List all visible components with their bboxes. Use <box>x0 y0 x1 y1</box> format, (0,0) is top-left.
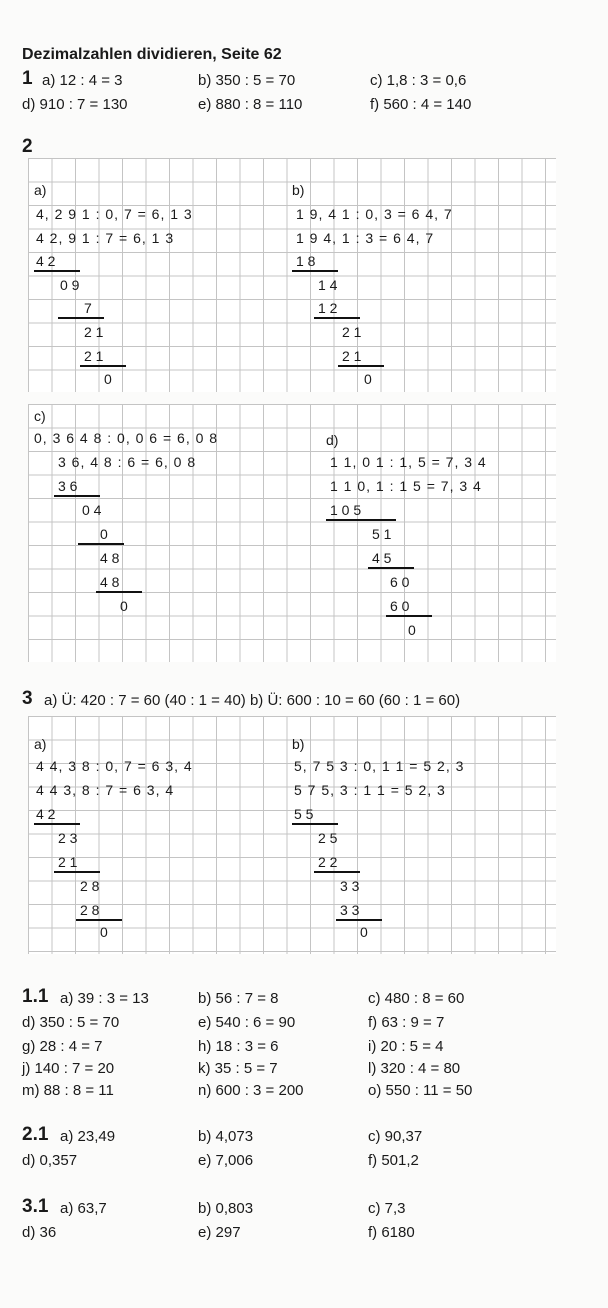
ex2-c-row-7: 4 8 <box>100 574 120 590</box>
ex2-b-label: b) <box>292 182 305 198</box>
ex2-b-row-5: 1 2 <box>318 300 338 316</box>
ex2-a-row-4: 0 9 <box>60 277 80 293</box>
ex3-b-row-7: 3 3 <box>340 902 360 918</box>
ex2-c-row-3: 3 6 <box>58 478 78 494</box>
exercise-3-number: 3 <box>22 688 33 709</box>
ex11-b: b) 56 : 7 = 8 <box>198 990 279 1007</box>
exercise-2-number: 2 <box>22 136 33 157</box>
ex31-b: b) 0,803 <box>198 1200 254 1217</box>
ex3-b-row-4: 2 5 <box>318 830 338 846</box>
ex1-b: b) 350 : 5 = 70 <box>198 72 296 89</box>
ex2-b-rule-3 <box>338 365 384 367</box>
ex2-d-label: d) <box>326 432 339 448</box>
ex2-a-rule-2 <box>58 317 104 319</box>
ex2-b-row-1: 1 9, 4 1 : 0, 3 = 6 4, 7 <box>296 206 453 222</box>
ex3-a-rule-3 <box>76 919 122 921</box>
ex2-d-row-7: 6 0 <box>390 598 410 614</box>
ex11-l: l) 320 : 4 = 80 <box>368 1060 461 1077</box>
ex2-a-row-7: 2 1 <box>84 348 104 364</box>
ex1-e: e) 880 : 8 = 110 <box>198 96 303 113</box>
ex2-d-row-2: 1 1 0, 1 : 1 5 = 7, 3 4 <box>330 478 482 494</box>
ex2-c-row-2: 3 6, 4 8 : 6 = 6, 0 8 <box>58 454 197 470</box>
ex3-a-rule-2 <box>54 871 100 873</box>
ex3-b-label: b) <box>292 736 305 752</box>
ex3-a-row-4: 2 3 <box>58 830 78 846</box>
ex2-c-row-5: 0 <box>100 526 108 542</box>
ex2-a-rule-1 <box>34 270 80 272</box>
ex2-a-row-3: 4 2 <box>36 253 56 269</box>
ex2-a-row-6: 2 1 <box>84 324 104 340</box>
ex3-b-rule-1 <box>292 823 338 825</box>
ex2-b-row-6: 2 1 <box>342 324 362 340</box>
ex2-d-row-6: 6 0 <box>390 574 410 590</box>
ex3-a-row-5: 2 1 <box>58 854 78 870</box>
ex21-d: d) 0,357 <box>22 1152 78 1169</box>
ex2-a-row-2: 4 2, 9 1 : 7 = 6, 1 3 <box>36 230 175 246</box>
ex2-b-rule-2 <box>314 317 360 319</box>
ex11-e: e) 540 : 6 = 90 <box>198 1014 296 1031</box>
ex3-b-row-5: 2 2 <box>318 854 338 870</box>
ex2-d-row-4: 5 1 <box>372 526 392 542</box>
ex1-c: c) 1,8 : 3 = 0,6 <box>370 72 467 89</box>
ex2-d-rule-1 <box>326 519 396 521</box>
ex3-a-row-6: 2 8 <box>80 878 100 894</box>
ex3-b-row-3: 5 5 <box>294 806 314 822</box>
ex11-i: i) 20 : 5 = 4 <box>368 1038 444 1055</box>
exercise-2-1-number: 2.1 <box>22 1124 49 1145</box>
ex2-b-rule-1 <box>292 270 338 272</box>
ex1-a: a) 12 : 4 = 3 <box>42 72 123 89</box>
ex3-b-rule-2 <box>314 871 360 873</box>
ex2-b-row-2: 1 9 4, 1 : 3 = 6 4, 7 <box>296 230 435 246</box>
ex3-a-row-7: 2 8 <box>80 902 100 918</box>
ex21-a: a) 23,49 <box>60 1128 116 1145</box>
ex3-b-row-2: 5 7 5, 3 : 1 1 = 5 2, 3 <box>294 782 446 798</box>
ex3-a-row-8: 0 <box>100 924 108 940</box>
ex31-e: e) 297 <box>198 1224 241 1241</box>
ex2-c-rule-1 <box>54 495 100 497</box>
ex21-f: f) 501,2 <box>368 1152 419 1169</box>
ex11-k: k) 35 : 5 = 7 <box>198 1060 278 1077</box>
ex3-b-row-8: 0 <box>360 924 368 940</box>
ex21-e: e) 7,006 <box>198 1152 254 1169</box>
ex1-f: f) 560 : 4 = 140 <box>370 96 472 113</box>
ex2-c-row-1: 0, 3 6 4 8 : 0, 0 6 = 6, 0 8 <box>34 430 219 446</box>
ex11-c: c) 480 : 8 = 60 <box>368 990 465 1007</box>
exercise-3-1-number: 3.1 <box>22 1196 49 1217</box>
ex11-j: j) 140 : 7 = 20 <box>22 1060 115 1077</box>
ex2-b-row-7: 2 1 <box>342 348 362 364</box>
ex3-b-rule-3 <box>336 919 382 921</box>
ex11-g: g) 28 : 4 = 7 <box>22 1038 103 1055</box>
ex2-d-row-5: 4 5 <box>372 550 392 566</box>
exercise-1-number: 1 <box>22 68 33 89</box>
ex2-d-row-1: 1 1, 0 1 : 1, 5 = 7, 3 4 <box>330 454 487 470</box>
ex3-b-row-6: 3 3 <box>340 878 360 894</box>
page-title: Dezimalzahlen dividieren, Seite 62 <box>22 46 282 63</box>
ex3-a-row-1: 4 4, 3 8 : 0, 7 = 6 3, 4 <box>36 758 193 774</box>
ex2-a-rule-3 <box>80 365 126 367</box>
ex3-a-row-2: 4 4 3, 8 : 7 = 6 3, 4 <box>36 782 175 798</box>
ex2-d-row-8: 0 <box>408 622 416 638</box>
ex11-a: a) 39 : 3 = 13 <box>60 990 149 1007</box>
ex2-b-row-8: 0 <box>364 371 372 387</box>
ex2-c-row-4: 0 4 <box>82 502 102 518</box>
ex3-a-label: a) <box>34 736 47 752</box>
ex2-a-row-5: 7 <box>84 300 92 316</box>
ex21-b: b) 4,073 <box>198 1128 254 1145</box>
exercise-1-1-number: 1.1 <box>22 986 49 1007</box>
ex2-d-rule-2 <box>368 567 414 569</box>
ex11-d: d) 350 : 5 = 70 <box>22 1014 120 1031</box>
ex2-b-row-4: 1 4 <box>318 277 338 293</box>
ex11-h: h) 18 : 3 = 6 <box>198 1038 279 1055</box>
ex11-f: f) 63 : 9 = 7 <box>368 1014 445 1031</box>
ex21-c: c) 90,37 <box>368 1128 423 1145</box>
ex2-c-rule-3 <box>96 591 142 593</box>
ex2-a-row-8: 0 <box>104 371 112 387</box>
ex11-m: m) 88 : 8 = 11 <box>22 1082 114 1099</box>
ex2-c-rule-2 <box>78 543 124 545</box>
ex11-o: o) 550 : 11 = 50 <box>368 1082 473 1099</box>
ex3-a-rule-1 <box>34 823 80 825</box>
ex2-c-row-8: 0 <box>120 598 128 614</box>
ex2-a-label: a) <box>34 182 47 198</box>
ex1-d: d) 910 : 7 = 130 <box>22 96 128 113</box>
ex2-a-row-1: 4, 2 9 1 : 0, 7 = 6, 1 3 <box>36 206 193 222</box>
ex2-d-rule-3 <box>386 615 432 617</box>
ex3-header: a) Ü: 420 : 7 = 60 (40 : 1 = 40) b) Ü: 600 : 10 = 60 (60 : 1 = 60) <box>44 692 461 709</box>
ex3-b-row-1: 5, 7 5 3 : 0, 1 1 = 5 2, 3 <box>294 758 465 774</box>
ex2-c-row-6: 4 8 <box>100 550 120 566</box>
ex3-a-row-3: 4 2 <box>36 806 56 822</box>
ex31-d: d) 36 <box>22 1224 57 1241</box>
ex2-b-row-3: 1 8 <box>296 253 316 269</box>
ex2-d-row-3: 1 0 5 <box>330 502 362 518</box>
ex11-n: n) 600 : 3 = 200 <box>198 1082 304 1099</box>
ex31-a: a) 63,7 <box>60 1200 107 1217</box>
ex31-c: c) 7,3 <box>368 1200 406 1217</box>
ex31-f: f) 6180 <box>368 1224 415 1241</box>
ex2-c-label: c) <box>34 408 46 424</box>
